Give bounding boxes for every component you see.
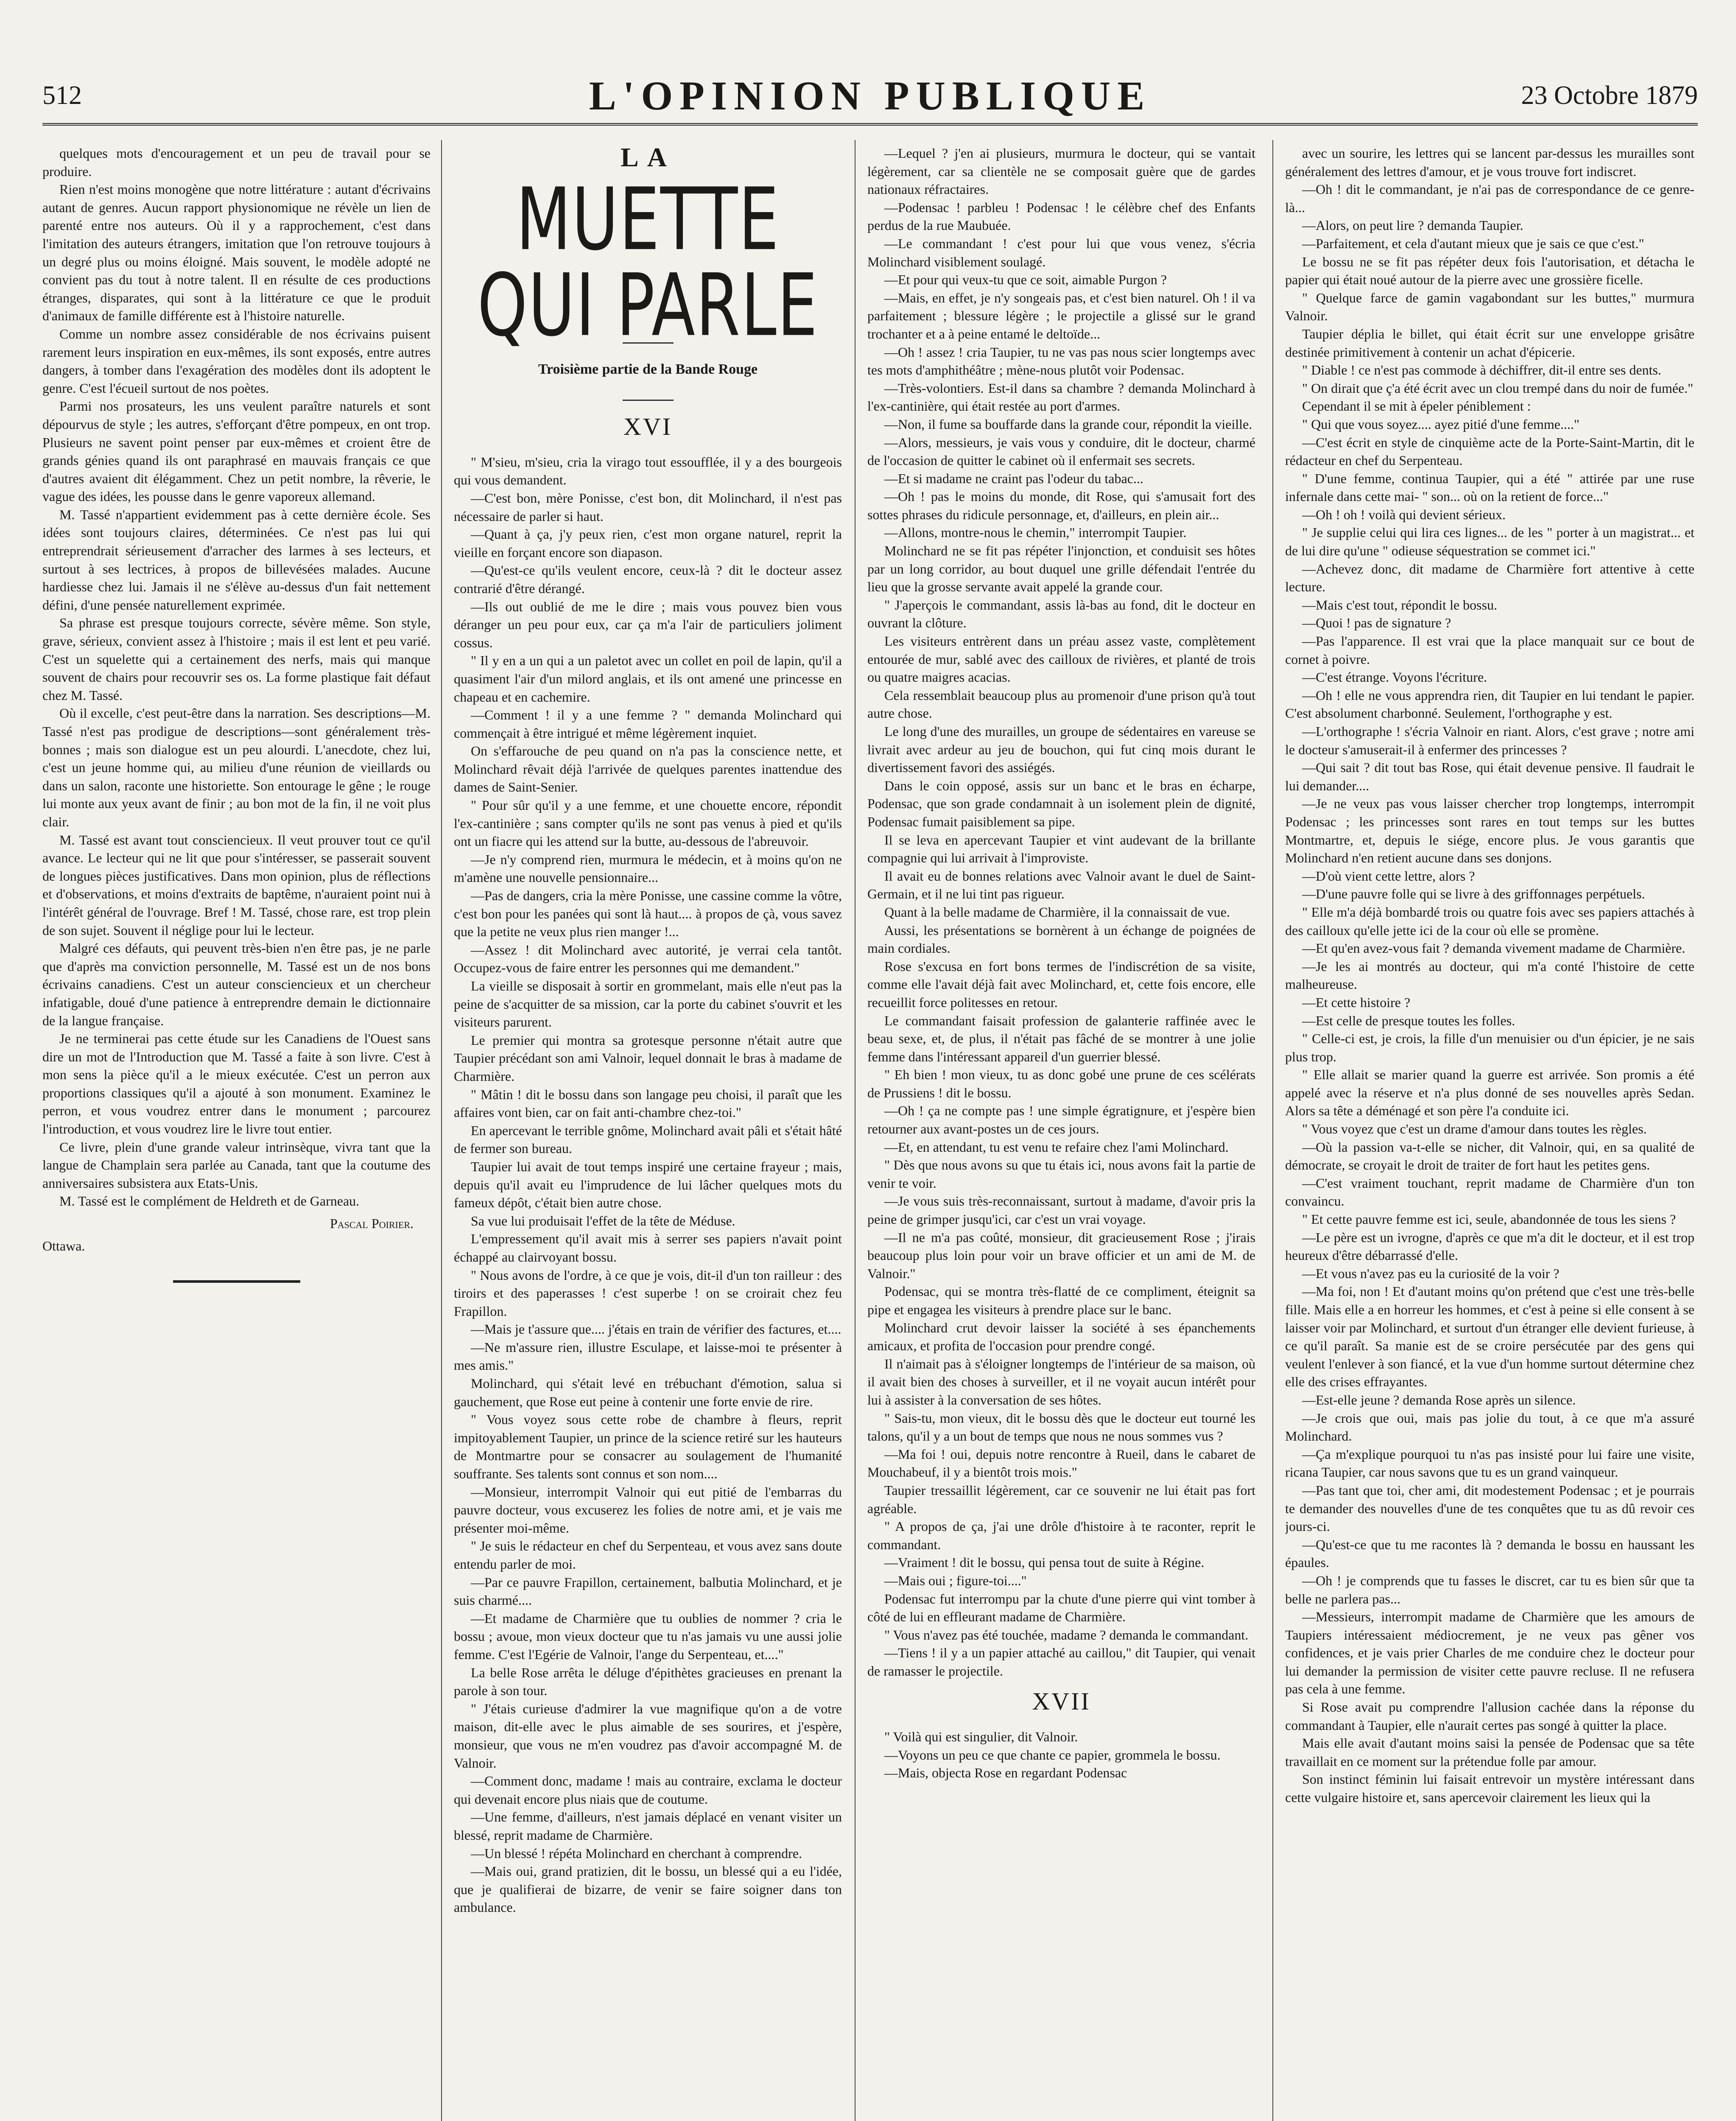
paragraph: —Et qu'en avez-vous fait ? demanda vivement madame de Charmière. [1302, 940, 1686, 956]
paragraph: Taupier déplia le billet, qui était écrit sur une enveloppe grisâtre destinée primitivement à contenir un achat d'épicerie. [1285, 326, 1694, 360]
paragraph: Comme un nombre assez considérable de nos écrivains puisent rarement leurs inspiration en eux-mêmes, ils sont exposés, entre autres dangers, à tomber dans l'exagération des modèles dont ils adoptent le genre. C'est l'écueil surtout de nos poètes. [42, 326, 431, 396]
paragraph: M. Tassé est avant tout consciencieux. Il veut prouver tout ce qu'il avance. Le lecteur qui ne lit que pour s'intéresser, se passerait souvent de longues pièces justificatives. Dans mon opinion, plus de réflections et d'observations, et moins d'extraits de baptême, n'auraient point nui à l'intérêt général de l'ouvrage. Bref ! M. Tassé, chose rare, est trop plein de son sujet. Souvent il néglige pour lui le lecteur. [42, 832, 431, 938]
paragraph: Sa phrase est presque toujours correcte, sévère même. Son style, grave, sérieux, convient assez à l'histoire ; mais il est lent et peu varié. C'est un squelette qui a certainement des nerfs, mais qui manque souvent de chairs pour recouvrir ses os. La forme plastique fait défaut chez M. Tassé. [42, 615, 431, 703]
paragraph: —Pas de dangers, cria la mère Ponisse, une cassine comme la vôtre, c'est bon pour les panées qui sont là haut.... à propos de çà, vous savez que la petite ne veux plus rien manger !... [454, 888, 842, 940]
paragraph: " Elle m'a déjà bombardé trois ou quatre fois avec ses papiers attachés à des cailloux qu'elle jette ici de la cour où elle se promène. [1285, 904, 1694, 938]
paragraph: avec un sourire, les lettres qui se lancent par-dessus les murailles sont généralement des lettres d'amour, et je vous trouve fort indiscret. [1285, 146, 1694, 179]
paragraph: —Allons, montre-nous le chemin," interrompit Taupier. [884, 525, 1187, 540]
paragraph: —Comment ! il y a une femme ? " demanda Molinchard qui commençait à être intrigué et même légèrement inquiet. [454, 707, 842, 741]
paragraph: " Quelque farce de gamin vagabondant sur les buttes," murmura Valnoir. [1285, 290, 1694, 324]
paragraph: —D'où vient cette lettre, alors ? [1302, 868, 1475, 884]
paragraph: " A propos de ça, j'ai une drôle d'histoire à te raconter, reprit le commandant. [867, 1519, 1255, 1552]
paragraph: " Elle allait se marier quand la guerre est arrivée. Son promis a été appelé avec la réserve et n'a plus donné de ses nouvelles après Sedan. Alors sa tête a déménagé et son père l'a conduite ici. [1285, 1067, 1694, 1119]
serial-body [1285, 144, 1694, 1807]
paragraph: Où il excelle, c'est peut-être dans la narration. Ses descriptions—M. Tassé n'est pas prodigue de descriptions—sont généralement très-bonnes ; mais son dialogue est un peu alourdi. L'anecdote, chez lui, c'est un jeune homme qui, au milieu d'une réunion de vieillards ou dans un salon, raconte une historiette. Son entourage le gêne ; le rouge lui monte aux yeux avant de finir ; au bon mot de la fin, il ne voit plus clair. [42, 705, 431, 829]
chapter-heading: XVI [623, 413, 673, 441]
serial-body [867, 1728, 1255, 1782]
paragraph: —Ne m'assure rien, illustre Esculape, et laisse-moi te présenter à mes amis." [454, 1339, 842, 1373]
paragraph: —Mais c'est tout, répondit le bossu. [1302, 597, 1497, 613]
paragraph: —Par ce pauvre Frapillon, certainement, balbutia Molinchard, et je suis charmé.... [454, 1574, 842, 1608]
newspaper-title: L'OPINION PUBLIQUE [589, 73, 1152, 118]
paragraph: " On dirait que ç'a été écrit avec un clou trempé dans du noir de fumée." [1302, 380, 1694, 396]
paragraph: La vieille se disposait à sortir en grommelant, mais elle n'eut pas la peine de s'acquitter de sa mission, car la porte du cabinet s'ouvrit et les visiteurs parurent. [454, 978, 842, 1030]
column-2 [454, 144, 842, 2121]
paragraph: —C'est vraiment touchant, reprit madame de Charmière d'un ton convaincu. [1285, 1175, 1694, 1209]
paragraph: On s'effarouche de peu quand on n'a pas la conscience nette, et Molinchard rêvait déjà l'arrivée de quelques parentes inattendue des dames de Saint-Senier. [454, 743, 842, 795]
paragraph: " Sais-tu, mon vieux, dit le bossu dès que le docteur eut tourné les talons, qu'il y a un bout de temps que nous ne nous sommes vus ? [867, 1410, 1255, 1444]
paragraph: —Alors, on peut lire ? demanda Taupier. [1302, 218, 1524, 233]
paragraph: " Celle-ci est, je crois, la fille d'un menuisier ou d'un épicier, je ne sais plus trop. [1285, 1031, 1694, 1064]
paragraph: Si Rose avait pu comprendre l'allusion cachée dans la réponse du commandant à Taupier, elle n'aurait certes pas songé à quitter la place. [1285, 1699, 1694, 1733]
paragraph: —Oh ! ça ne compte pas ! une simple égratignure, et j'espère bien retourner aux avant-postes un de ces jours. [867, 1103, 1255, 1137]
paragraph: —Le père est un ivrogne, d'après ce que m'a dit le docteur, et il est trop heureux d'être débarrassé d'elle. [1285, 1229, 1694, 1263]
paragraph: —Ils out oublié de me le dire ; mais vous pouvez bien vous déranger un peu pour eux, car ça m'a l'air de particuliers joliment cossus. [454, 599, 842, 650]
paragraph: " Dès que nous avons su que tu étais ici, nous avons fait la partie de venir te voir. [867, 1157, 1255, 1191]
serial-body [867, 144, 1255, 1680]
subtitle-rule [623, 400, 674, 401]
paragraph: —Oh ! dit le commandant, je n'ai pas de correspondance de ce genre-là... [1285, 182, 1694, 215]
paragraph: Son instinct féminin lui faisait entrevoir un mystère intéressant dans cette vulgaire histoire et, sans apercevoir clairement les lieux qui la [1285, 1771, 1694, 1805]
paragraph: Podensac fut interrompu par la chute d'une pierre qui vint tomber à côté de lui en effleurant madame de Charmière. [867, 1591, 1255, 1625]
paragraph: —Est-elle jeune ? demanda Rose après un silence. [1302, 1392, 1576, 1407]
paragraph: —Et si madame ne craint pas l'odeur du tabac... [884, 470, 1143, 486]
column-divider [1272, 140, 1273, 2121]
paragraph: —Ça m'explique pourquoi tu n'as pas insisté pour lui faire une visite, ricana Taupier, car nous savons que tu es un grand vainqueur. [1285, 1446, 1694, 1480]
header-rule [42, 123, 1698, 126]
paragraph: " Nous avons de l'ordre, à ce que je vois, dit-il d'un ton railleur : des tiroirs et des paperasses ! c'est superbe ! on se croirait chez feu Frapillon. [454, 1267, 842, 1319]
issue-date: 23 Octobre 1879 [1521, 81, 1698, 110]
paragraph: —C'est étrange. Voyons l'écriture. [1302, 669, 1487, 685]
paragraph: " Je supplie celui qui lira ces lignes... de les " porter à un magistrat... et de lui dire qu'une " odieuse séquestration se commet ici." [1285, 525, 1694, 559]
column-4 [1285, 144, 1694, 2121]
paragraph: —Je n'y comprend rien, murmura le médecin, et à moins qu'on ne m'amène une nouvelle pensionnaire... [454, 851, 842, 885]
paragraph: —Je vous suis très-reconnaissant, surtout à madame, d'avoir pris la peine de grimper jusqu'ici, car c'est un vrai voyage. [867, 1193, 1255, 1227]
paragraph: —L'orthographe ! s'écria Valnoir en riant. Alors, c'est grave ; notre ami le docteur s'amuserait-il à enfermer des princesses ? [1285, 724, 1694, 757]
paragraph: —C'est bon, mère Ponisse, c'est bon, dit Molinchard, il n'est pas nécessaire de parler si haut. [454, 490, 842, 524]
paragraph: Aussi, les présentations se bornèrent à un échange de poignées de main cordiales. [867, 922, 1255, 956]
paragraph: —Qu'est-ce qu'ils veulent encore, ceux-là ? dit le docteur assez contrarié d'être dérangé. [454, 562, 842, 596]
paragraph: Cela ressemblait beaucoup plus au promenoir d'une prison qu'à tout autre chose. [867, 687, 1255, 721]
paragraph: —C'est écrit en style de cinquième acte de la Porte-Saint-Martin, dit le rédacteur en chef du Serpenteau. [1285, 434, 1694, 468]
paragraph: Le long d'une des murailles, un groupe de sédentaires en vareuse se livrait avec ardeur au jeu de bouchon, qui fut cinq mois durant le divertissement favori des assiégés. [867, 724, 1255, 775]
paragraph: L'empressement qu'il avait mis à serrer ses papiers n'avait point échappé au clairvoyant bossu. [454, 1231, 842, 1265]
serial-title: MUETTE QUI PARLE [477, 170, 819, 355]
paragraph: —Et, en attendant, tu est venu te refaire chez l'ami Molinchard. [884, 1139, 1229, 1155]
paragraph: " Vous voyez que c'est un drame d'amour dans toutes les règles. [1302, 1121, 1647, 1137]
paragraph: —Oh ! je comprends que tu fasses le discret, car tu es bien sûr que ta belle ne parlera pas... [1285, 1573, 1694, 1606]
paragraph: Podensac, qui se montra très-flatté de ce compliment, éteignit sa pipe et engagea les visiteurs à prendre place sur le banc. [867, 1284, 1255, 1317]
paragraph: —Qu'est-ce que tu me racontes là ? demanda le bossu en haussant les épaules. [1285, 1536, 1694, 1570]
column-3 [867, 144, 1255, 2121]
paragraph: —Monsieur, interrompit Valnoir qui eut pitié de l'embarras du pauvre docteur, vous excuserez les folies de notre ami, et je vais me présenter moi-même. [454, 1484, 842, 1536]
paragraph: —Est celle de presque toutes les folles. [1302, 1013, 1515, 1028]
paragraph: " Eh bien ! mon vieux, tu as donc gobé une prune de ces scélérats de Prussiens ! dit le bossu. [867, 1067, 1255, 1100]
paragraph: —Très-volontiers. Est-il dans sa chambre ? demanda Molinchard à l'ex-cantinière, qui était restée au port d'armes. [867, 380, 1255, 414]
paragraph: —Je crois que oui, mais pas jolie du tout, à ce que m'a assuré Molinchard. [1285, 1410, 1694, 1444]
paragraph: —Tiens ! il y a un papier attaché au caillou," dit Taupier, qui venait de ramasser le projectile. [867, 1645, 1255, 1679]
paragraph: —D'une pauvre folle qui se livre à des griffonnages perpétuels. [1302, 886, 1645, 902]
paragraph: " D'une femme, continua Taupier, qui a été " attirée par une ruse infernale dans cette mai- " son... où on la retient de force..." [1285, 470, 1694, 504]
paragraph: Malgré ces défauts, qui peuvent très-bien n'en être pas, je ne parle que d'après ma conviction personnelle, M. Tassé est un de nos bons écrivains canadiens. C'est un auteur consciencieux et un chercheur infatigable, doué d'une patience à entreprendre demain le dictionnaire de la langue française. [42, 940, 431, 1028]
paragraph: —Non, il fume sa bouffarde dans la grande cour, répondit la vieille. [884, 416, 1252, 432]
paragraph: —Quant à ça, j'y peux rien, c'est mon organe naturel, reprit la vieille en forçant encore son diapason. [454, 526, 842, 560]
paragraph: " J'étais curieuse d'admirer la vue magnifique qu'on a de votre maison, dit-elle avec le plus aimable de ses sourires, et j'espère, monsieur, que vous ne m'en voudrez pas d'avoir accompagné M. de Valnoir. [454, 1701, 842, 1771]
page-number: 512 [42, 81, 82, 110]
paragraph: —Oh ! oh ! voilà qui devient sérieux. [1302, 506, 1506, 522]
paragraph: —Alors, messieurs, je vais vous y conduire, dit le docteur, charmé de l'occasion de quitter le cabinet où il enfermait ses secrets. [867, 434, 1255, 468]
paragraph: —Achevez donc, dit madame de Charmière fort attentive à cette lecture. [1285, 561, 1694, 595]
paragraph: —Et madame de Charmière que tu oublies de nommer ? cria le bossu ; avoue, mon vieux docteur que tu n'as jamais vu une aussi jolie femme. C'est l'Egérie de Valnoir, l'ange du Serpenteau, et...." [454, 1610, 842, 1662]
paragraph: Parmi nos prosateurs, les uns veulent paraître naturels et sont dépourvus de style ; les autres, s'efforçant d'être pompeux, en ont trop. Plusieurs ne savent point penser par eux-mêmes et croient être de grands génies quand ils ont paraphrasé en mauvais français ce que d'autres avaient dit élégamment. Chez un petit nombre, la rêverie, le vague des idées, les pousse dans le genre vaporeux allemand. [42, 398, 431, 504]
paragraph: La belle Rose arrêta le déluge d'épithètes gracieuses en prenant la parole à son tour. [454, 1665, 842, 1698]
paragraph: Rien n'est moins monogène que notre littérature : autant d'écrivains autant de genres. Aucun rapport physionomique ne révèle un lien de parenté entre nos auteurs. Où il y a rapprochement, c'est dans l'imitation des auteurs étrangers, imitation que l'on retrouve toujours à un degré plus ou moins éloigné. Mais souvent, le modèle adopté ne convient pas du tout à notre talent. Il en résulte de ces productions étranges, disparates, qui sont à la littérature ce que le produit d'animaux de famille différente est à l'histoire naturelle. [42, 182, 431, 324]
page-header [42, 72, 1698, 123]
paragraph: —Assez ! dit Molinchard avec autorité, je verrai cela tantôt. Occupez-vous de faire entrer les personnes qui me demandent." [454, 942, 842, 976]
paragraph: " Il y en a un qui a un paletot avec un collet en poil de lapin, qu'il a quasiment l'air d'un milord anglais, et ils ont amené une princesse en chapeau et en cachemire. [454, 653, 842, 705]
paragraph: Sa vue lui produisait l'effet de la tête de Méduse. [471, 1213, 735, 1228]
paragraph: M. Tassé n'appartient evidemment pas à cette dernière école. Ses idées sont toujours claires, déterminées. Ce n'est pas lui qui entreprendrait sérieusement d'arracher des larmes à ses lecteurs, et surtout à ses lectrices, à propos de billevésées malades. Aucune hardiesse chez lui. Jamais il ne s'élève au-dessus d'un fait nettement défini, d'une pensée naturellement exprimée. [42, 506, 431, 613]
chapter-heading: XVII [1032, 1687, 1091, 1715]
paragraph: " Voilà qui est singulier, dit Valnoir. [884, 1729, 1078, 1745]
dateline-place: Ottawa. [42, 1238, 85, 1254]
paragraph: —Oh ! assez ! cria Taupier, tu ne vas pas nous scier longtemps avec tes mots d'amphithéâtre ; mène-nous plutôt voir Podensac. [867, 344, 1255, 378]
paragraph: —Comment donc, madame ! mais au contraire, exclama le docteur qui devenait encore plus niais que de coutume. [454, 1773, 842, 1807]
paragraph: M. Tassé est le complément de Heldreth et de Garneau. [59, 1193, 360, 1209]
column-1 [42, 144, 431, 2121]
paragraph: Molinchard crut devoir laisser la société à ses épanchements amicaux, et profita de l'occasion pour prendre congé. [867, 1320, 1255, 1354]
paragraph: —Une femme, d'ailleurs, n'est jamais déplacé en venant visiter un blessé, reprit madame de Charmière. [454, 1809, 842, 1843]
paragraph: Le bossu ne se fit pas répéter deux fois l'autorisation, et détacha le papier qui était noué autour de la pierre avec une grossière ficelle. [1285, 254, 1694, 288]
paragraph: Le premier qui montra sa grotesque personne n'était autre que Taupier précédant son ami Valnoir, lequel donnait le bras à madame de Charmière. [454, 1032, 842, 1084]
paragraph: —Mais, objecta Rose en regardant Podensac [884, 1765, 1127, 1781]
paragraph: " J'aperçois le commandant, assis là-bas au fond, dit le docteur en ouvrant la clôture. [867, 597, 1255, 631]
paragraph: —Et pour qui veux-tu que ce soit, aimable Purgon ? [884, 272, 1167, 288]
paragraph: —Et cette histoire ? [1302, 994, 1411, 1010]
paragraph: " Mâtin ! dit le bossu dans son langage peu choisi, il paraît que les affaires vont bien, car on fait anti-chambre chez-toi." [454, 1086, 842, 1120]
paragraph: —Mais je t'assure que.... j'étais en train de vérifier des factures, et.... [471, 1321, 841, 1337]
paragraph: —Et vous n'avez pas eu la curiosité de la voir ? [1302, 1265, 1560, 1281]
paragraph: —Qui sait ? dit tout bas Rose, qui était devenue pensive. Il faudrait le lui demander.... [1285, 760, 1694, 793]
paragraph: Il avait eu de bonnes relations avec Valnoir avant le duel de Saint-Germain, et il ne lui tint pas rigueur. [867, 868, 1255, 902]
paragraph: Rose s'excusa en fort bons termes de l'indiscrétion de sa visite, comme elle l'avait déjà fait avec Molinchard, et, cette fois encore, elle recueillit force politesses en retour. [867, 958, 1255, 1010]
paragraph: —Oh ! pas le moins du monde, dit Rose, qui s'amusait fort des sottes phrases du ridicule personnage, et, d'ailleurs, en plein air... [867, 489, 1255, 522]
paragraph: Il n'aimait pas à s'éloigner longtemps de l'intérieur de sa maison, où il avait bien des choses à surveiller, et il ne voyait aucun intérêt pour lui à assister à la conversation de ses hôtes. [867, 1356, 1255, 1407]
paragraph: —Quoi ! pas de signature ? [1302, 615, 1451, 631]
paragraph: Je ne terminerai pas cette étude sur les Canadiens de l'Ouest sans dire un mot de l'Introduction que M. Tassé a faite à son livre. C'est à mon sens la pièce qu'il a le mieux exécutée. C'est un perron aux proportions classiques qu'il a ajouté à son monument. Examinez le perron, et vous voudrez entrer dans le monument ; parcourez l'introduction, et vous voudrez lire le livre tout entier. [42, 1031, 431, 1137]
paragraph: " Diable ! ce n'est pas commode à déchiffrer, dit-il entre ses dents. [1302, 362, 1661, 378]
paragraph: —Mais oui ; figure-toi...." [884, 1573, 1027, 1588]
paragraph: " Vous n'avez pas été touchée, madame ? demanda le commandant. [884, 1627, 1249, 1643]
paragraph: —Mais oui, grand pratizien, dit le bossu, un blessé qui a eu l'idée, que je qualifierai de bizarre, de venir se faire soigner dans ton ambulance. [454, 1864, 842, 1915]
paragraph: —Voyons un peu ce que chante ce papier, grommela le bossu. [884, 1747, 1221, 1763]
paragraph: Quant à la belle madame de Charmière, il la connaissait de vue. [884, 904, 1230, 920]
paragraph: Il se leva en apercevant Taupier et vint audevant de la brillante compagnie qui lui arrivait à l'improviste. [867, 832, 1255, 866]
paragraph: —Je ne veux pas vous laisser chercher trop longtemps, interrompit Podensac ; les princesses sont rares en tout temps sur les buttes Montmartre, et, depuis le siége, encore plus. Je vous garantis que Molinchard n'en retient aucune dans ses donjons. [1285, 796, 1694, 866]
paragraph: Molinchard ne se fit pas répéter l'injonction, et conduisit ses hôtes par un long corridor, au bout duquel une grille défendait l'entrée du lieu que la grosse servante avait appelé la grande cour. [867, 543, 1255, 595]
paragraph: —Où la passion va-t-elle se nicher, dit Valnoir, qui, en sa qualité de démocrate, se croyait le droit de traiter de fort haut les petites gens. [1285, 1139, 1694, 1173]
paragraph: —Pas tant que toi, cher ami, dit modestement Podensac ; et je pourrais te demander des nouvelles d'une de tes conquêtes que tu as dû revoir ces jours-ci. [1285, 1482, 1694, 1534]
paragraph: —Le commandant ! c'est pour lui que vous venez, s'écria Molinchard visiblement soulagé. [867, 235, 1255, 269]
serial-subtitle: Troisième partie de la Bande Rouge [538, 361, 758, 377]
paragraph: " Qui que vous soyez.... ayez pitié d'une femme...." [1302, 416, 1579, 432]
paragraph: " Je suis le rédacteur en chef du Serpenteau, et vous avez sans doute entendu parler de moi. [454, 1538, 842, 1572]
article-body [42, 144, 431, 1210]
paragraph: —Mais, en effet, je n'y songeais pas, et c'est bien naturel. Oh ! il va parfaitement ; blessure légère ; le projectile a glissé sur le grand trochanter et a à peine entamé le deltoïde... [867, 290, 1255, 341]
paragraph: —Messieurs, interrompit madame de Charmière que les amours de Taupiers intéressaient médiocrement, je ne veux pas gêner vos confidences, et je vais prier Charles de me conduire chez le docteur pour lui demander la permission de visiter cette pauvre recluse. Il ne refusera pas cela à une femme. [1285, 1609, 1694, 1697]
paragraph: —Parfaitement, et cela d'autant mieux que je sais ce que c'est." [1302, 235, 1644, 251]
paragraph: Les visiteurs entrèrent dans un préau assez vaste, complètement entourée de mur, sablé avec des cailloux de rivières, et planté de trois ou quatre maigres acacias. [867, 633, 1255, 685]
paragraph: Dans le coin opposé, assis sur un banc et le bras en écharpe, Podensac, que son grade condamnait à un isolement plein de dignité, Podensac fumait paisiblement sa pipe. [867, 778, 1255, 829]
paragraph: —Podensac ! parbleu ! Podensac ! le célèbre chef des Enfants perdus de la rue Maubuée. [867, 199, 1255, 233]
serial-body [454, 453, 842, 1917]
paragraph: " Et cette pauvre femme est ici, seule, abandonnée de tous les siens ? [1302, 1212, 1676, 1227]
paragraph: —Il ne m'a pas coûté, monsieur, dit gracieusement Rose ; j'irais beaucoup plus loin pour voir un brave officier et un ami de M. de Valnoir." [867, 1229, 1255, 1281]
paragraph: —Pas l'apparence. Il est vrai que la place manquait sur ce bout de cornet à poivre. [1285, 633, 1694, 667]
paragraph: En apercevant le terrible gnôme, Molinchard avait pâli et s'était hâté de fermer son bureau. [454, 1122, 842, 1156]
paragraph: —Vraiment ! dit le bossu, qui pensa tout de suite à Régine. [884, 1555, 1205, 1570]
paragraph: —Ma foi ! oui, depuis notre rencontre à Rueil, dans le cabaret de Mouchabeuf, il y a bientôt trois mois." [867, 1446, 1255, 1480]
column-divider [441, 140, 442, 2121]
end-rule [173, 1280, 300, 1283]
paragraph: —Oh ! elle ne vous apprendra rien, dit Taupier en lui tendant le papier. C'est absolument charbonné. Seulement, l'orthographe y est. [1285, 687, 1694, 721]
paragraph: quelques mots d'encouragement et un peu de travail pour se produire. [42, 146, 431, 179]
serial-kicker: LA [621, 144, 675, 172]
paragraph: —Un blessé ! répéta Molinchard en cherchant à comprendre. [471, 1845, 802, 1861]
paragraph: —Ma foi, non ! Et d'autant moins qu'on prétend que c'est une très-belle fille. Mais elle a en horreur les hommes, et c'est à peine si elle consent à se laisser voir par Molinchard, et surtout d'un étranger elle devient furieuse, à ce qu'il paraît. Sa manie est de se croire persécutée par des gens qui veulent l'enlever à son fiancé, et la vue d'un homme surtout détermine chez elle des crises effrayantes. [1285, 1284, 1694, 1390]
paragraph: Molinchard, qui s'était levé en trébuchant d'émotion, salua si gauchement, que Rose eut peine à contenir une forte envie de rire. [454, 1376, 842, 1409]
paragraph: Cependant il se mit à épeler péniblement : [1302, 398, 1531, 414]
paragraph: Taupier tressaillit légèrement, car ce souvenir ne lui était pas fort agréable. [867, 1482, 1255, 1516]
paragraph: —Lequel ? j'en ai plusieurs, murmura le docteur, qui se vantait légèrement, car sa clientèle ne se composait guère que de gardes nationaux réfractaires. [867, 146, 1255, 197]
paragraph: Mais elle avait d'autant moins saisi la pensée de Podensac que sa tête travaillait en ce moment sur la prétendue folle par amour. [1285, 1735, 1694, 1769]
author-signature: Pascal Poirier. [330, 1216, 414, 1231]
paragraph: " Vous voyez sous cette robe de chambre à fleurs, reprit impitoyablement Taupier, un prince de la science retiré sur les hauteurs de Montmartre pour se consacrer au soulagement de l'humanité souffrante. Ses talents sont connus et son nom.... [454, 1412, 842, 1482]
paragraph: Taupier lui avait de tout temps inspiré une certaine frayeur ; mais, depuis qu'il avait eu l'imprudence de lui lâcher quelques mots du fameux dépôt, c'était bien autre chose. [454, 1158, 842, 1211]
paragraph: " M'sieu, m'sieu, cria la virago tout essoufflée, il y a des bourgeois qui vous demandent. [454, 454, 842, 488]
paragraph: Ce livre, plein d'une grande valeur intrinsèque, vivra tant que la langue de Champlain sera parlée au Canada, tant que la coutume des anniversaires subsistera aux Etats-Unis. [42, 1139, 431, 1191]
paragraph: " Pour sûr qu'il y a une femme, et une chouette encore, répondit l'ex-cantinière ; sans compter qu'ils ne sont pas venus à pied et qu'ils ont un fiacre qui les attend sur la butte, au-dessous de l'abreuvoir. [454, 797, 842, 849]
paragraph: —Je les ai montrés au docteur, qui m'a conté l'histoire de cette malheureuse. [1285, 958, 1694, 992]
paragraph: Le commandant faisait profession de galanterie raffinée avec le beau sexe, et, de plus, il n'était pas fâché de se montrer à une jolie femme dans l'intéressant appareil d'un guerrier blessé. [867, 1013, 1255, 1064]
